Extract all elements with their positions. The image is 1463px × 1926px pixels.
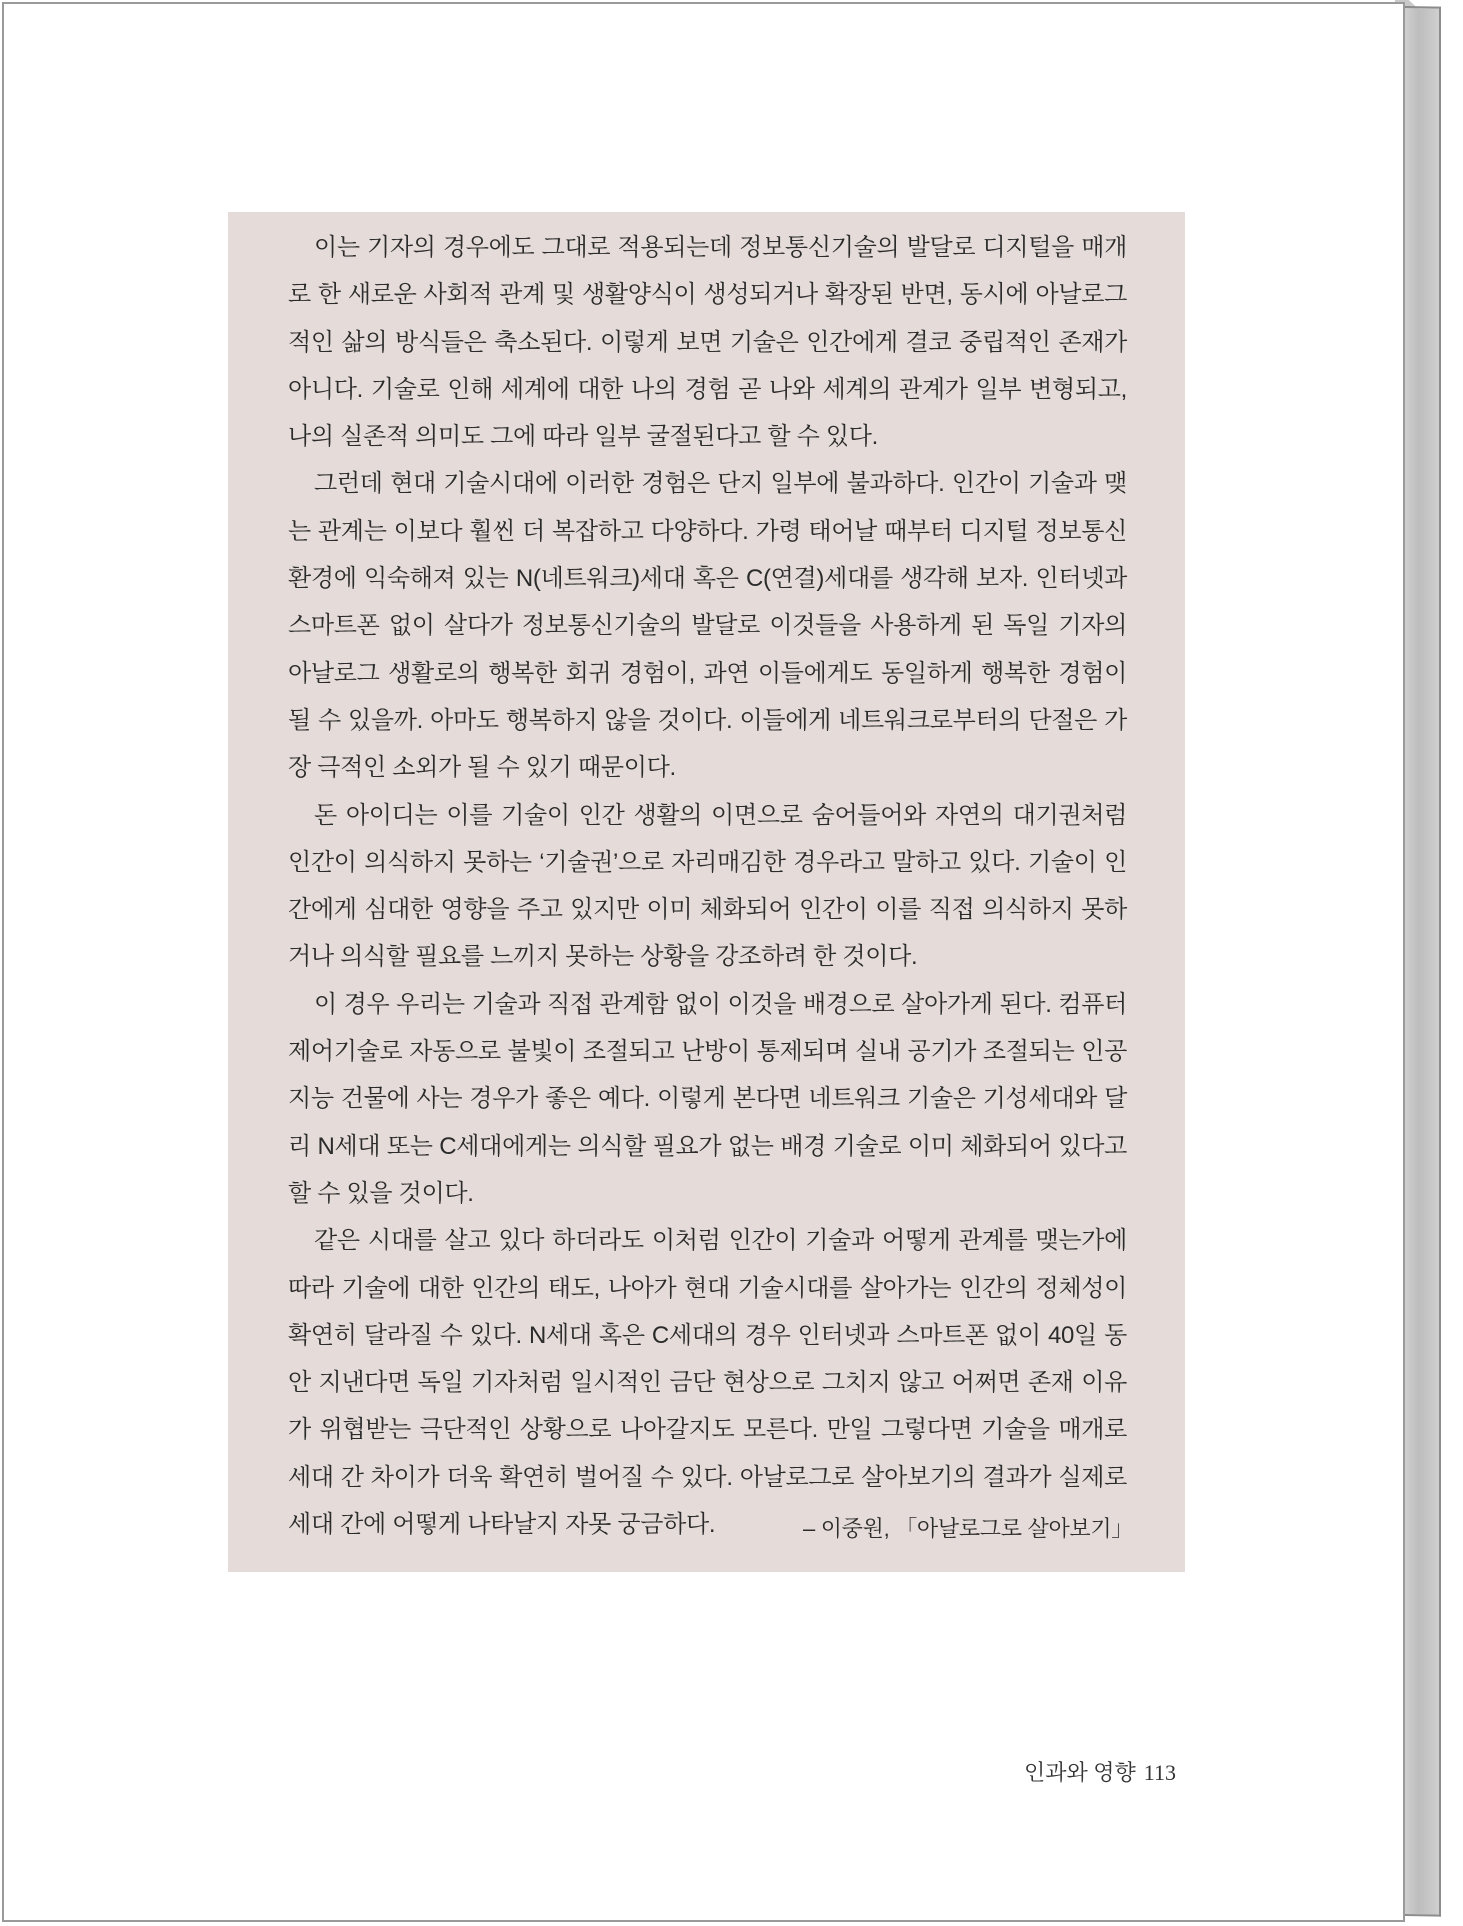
paragraph-2: 그런데 현대 기술시대에 이러한 경험은 단지 일부에 불과하다. 인간이 기술과 맺는 관계는 이보다 훨씬 더 복잡하고 다양하다. 가령 태어날 때부터 디지털 정보통신 환경에 익숙해져 있는 N(네트워크)세대 혹은 C(연결)세대를 생각해 보자. 인터넷과 스마트폰 없이 살다가 정보통신기술의 발달로 이것들을 사용하게 된 독일 기자의 아날로그 생활로의 행복한 회귀 경험이, 과연 이들에게도 동일하게 행복한 경험이 될 수 있을까. 아마도 행복하지 않을 것이다. 이들에게 네트워크로부터의 단절은 가장 극적인 소외가 될 수 있기 때문이다. — [288, 470, 1127, 782]
paragraph-5: 같은 시대를 살고 있다 하더라도 이처럼 인간이 기술과 어떻게 관계를 맺는가에 따라 기술에 대한 인간의 태도, 나아가 현대 기술시대를 살아가는 인간의 정체성이 확연히 달라질 수 있다. N세대 혹은 C세대의 경우 인터넷과 스마트폰 없이 40일 동안 지낸다면 독일 기자처럼 일시적인 금단 현상으로 그치지 않고 어쩌면 존재 이유가 위협받는 극단적인 상황으로 나아갈지도 모른다. 만일 그렇다면 기술을 매개로 세대 간 차이가 더욱 확연히 벌어질 수 있다. 아날로그로 살아보기의 결과가 실제로 세대 간에 어떻게 나타날지 자못 궁금하다. — [288, 1227, 1127, 1539]
paragraph-4: 이 경우 우리는 기술과 직접 관계함 없이 이것을 배경으로 살아가게 된다. 컴퓨터 제어기술로 자동으로 불빛이 조절되고 난방이 통제되며 실내 공기가 조절되는 인공지능 건물에 사는 경우가 좋은 예다. 이렇게 본다면 네트워크 기술은 기성세대와 달리 N세대 또는 C세대에게는 의식할 필요가 없는 배경 기술로 이미 체화되어 있다고 할 수 있을 것이다. — [288, 990, 1127, 1207]
paragraph-1: 이는 기자의 경우에도 그대로 적용되는데 정보통신기술의 발달로 디지털을 매개로 한 새로운 사회적 관계 및 생활양식이 생성되거나 확장된 반면, 동시에 아날로그적인 삶의 방식들은 축소된다. 이렇게 보면 기술은 인간에게 결코 중립적인 존재가 아니다. 기술로 인해 세계에 대한 나의 경험 곧 나와 세계의 관계가 일부 변형되고, 나의 실존적 의미도 그에 따라 일부 굴절된다고 할 수 있다. — [288, 234, 1127, 451]
quote-source: – 이중원, 「아날로그로 살아보기」 — [802, 1516, 1133, 1541]
footer-section-title: 인과와 영향 — [1024, 1760, 1136, 1785]
page-sheet — [2, 2, 1405, 1922]
page-stack-edge — [1405, 6, 1441, 1917]
page-footer — [1024, 1756, 1176, 1787]
paragraph-3: 돈 아이디는 이를 기술이 인간 생활의 이면으로 숨어들어와 자연의 대기권처럼 인간이 의식하지 못하는 ‘기술권’으로 자리매김한 경우라고 말하고 있다. 기술이 인간에게 심대한 영향을 주고 있지만 이미 체화되어 인간이 이를 직접 의식하지 못하거나 의식할 필요를 느끼지 못하는 상황을 강조하려 한 것이다. — [288, 801, 1127, 971]
quote-box — [228, 212, 1185, 1572]
page-number: 113 — [1143, 1760, 1176, 1785]
